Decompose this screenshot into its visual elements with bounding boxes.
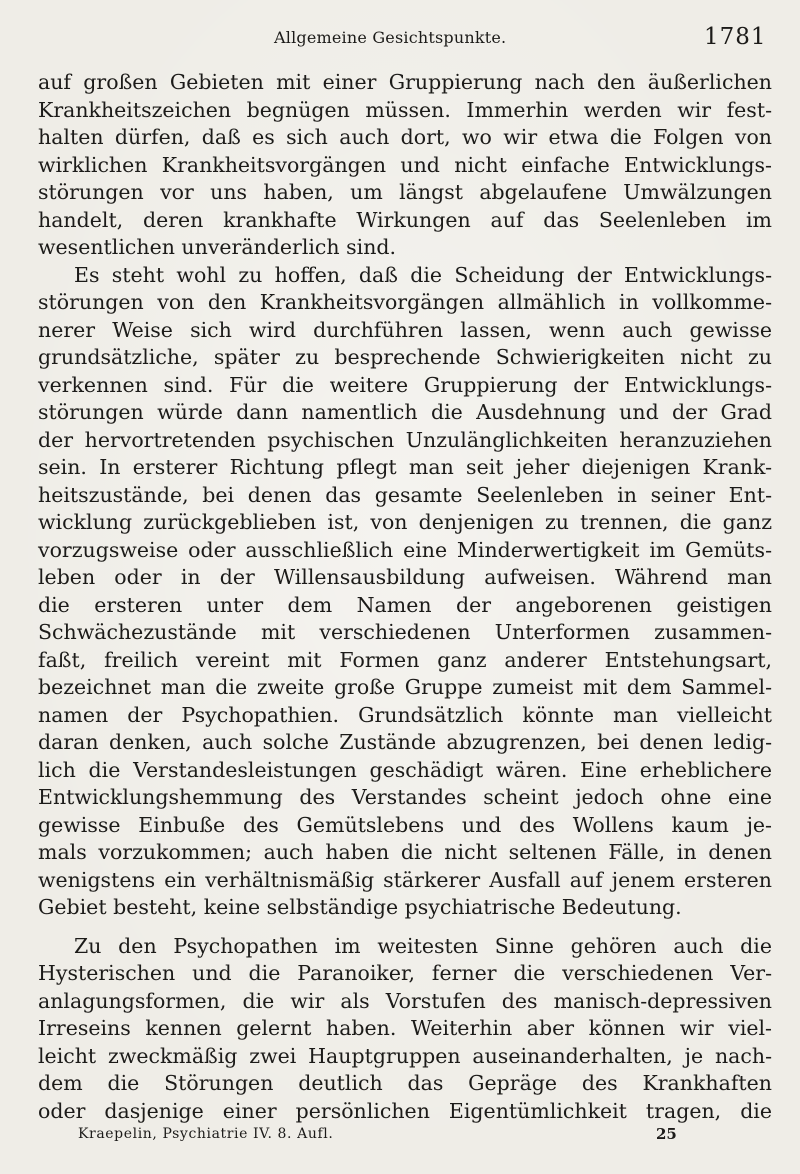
text-line: leben oder in der Willensausbildung aufweisen. Während man	[38, 565, 772, 589]
text-line: mals vorzukommen; auch haben die nicht seltenen Fälle, in denen	[38, 840, 772, 864]
body-text	[38, 69, 772, 1125]
text-line: Schwächezustände mit verschiedenen Unterformen zusammen-	[38, 620, 772, 644]
text-line: daran denken, auch solche Zustände abzugrenzen, bei denen ledig-	[38, 730, 772, 754]
text-line: störungen von den Krankheitsvorgängen allmählich in vollkomme-	[38, 290, 772, 314]
text-line: dem die Störungen deutlich das Gepräge des Krankhaften	[38, 1071, 772, 1095]
text-line: grundsätzliche, später zu besprechende Schwierigkeiten nicht zu	[38, 345, 772, 369]
text-line: störungen vor uns haben, um längst abgelaufene Umwälzungen	[38, 180, 772, 204]
text-line: auf großen Gebieten mit einer Gruppierung nach den äußerlichen	[38, 70, 772, 94]
text-line: sein. In ersterer Richtung pflegt man seit jeher diejenigen Krank-	[38, 455, 772, 479]
text-line: gewisse Einbuße des Gemütslebens und des Wollens kaum je-	[38, 812, 772, 837]
text-line: Gebiet besteht, keine selbständige psychiatrische Bedeutung.	[38, 895, 682, 919]
text-line: Zu den Psychopathen im weitesten Sinne gehören auch die	[74, 933, 772, 958]
page-number: 1781	[704, 24, 767, 50]
running-head-title: Allgemeine Gesichtspunkte.	[274, 28, 507, 47]
text-line: vorzugsweise oder ausschließlich eine Minderwertigkeit im Gemüts-	[38, 537, 772, 562]
text-line: die ersteren unter dem Namen der angeborenen geistigen	[38, 592, 772, 617]
text-line: Es steht wohl zu hoffen, daß die Scheidung der Entwicklungs-	[74, 262, 772, 287]
text-line: wenigstens ein verhältnismäßig stärkerer Ausfall auf jenem ersteren	[38, 867, 772, 892]
text-line: wicklung zurückgeblieben ist, von denjenigen zu trennen, die ganz	[38, 510, 772, 534]
signature-mark: 25	[656, 1125, 677, 1143]
text-line: lich die Verstandesleistungen geschädigt wären. Eine erheblichere	[38, 757, 772, 782]
text-line: wesentlichen unveränderlich sind.	[38, 235, 397, 259]
text-line: oder dasjenige einer persönlichen Eigentümlichkeit tragen, die	[38, 1098, 772, 1123]
page-footer	[0, 1126, 800, 1150]
text-line: Krankheitszeichen begnügen müssen. Immerhin werden wir fest-	[38, 97, 772, 122]
text-line: bezeichnet man die zweite große Gruppe zumeist mit dem Sammel-	[38, 675, 772, 699]
text-line: anlagungsformen, die wir als Vorstufen des manisch-depressiven	[38, 988, 772, 1013]
text-line: wirklichen Krankheitsvorgängen und nicht einfache Entwicklungs-	[38, 152, 772, 177]
text-line: Entwicklungshemmung des Verstandes scheint jedoch ohne eine	[38, 785, 772, 809]
text-line: verkennen sind. Für die weitere Gruppierung der Entwicklungs-	[38, 372, 772, 397]
running-head	[0, 24, 800, 58]
text-line: der hervortretenden psychischen Unzulänglichkeiten heranzuziehen	[38, 427, 772, 452]
text-line: nerer Weise sich wird durchführen lassen, wenn auch gewisse	[38, 317, 772, 342]
paragraph-gap	[38, 922, 772, 933]
text-line: Hysterischen und die Paranoiker, ferner die verschiedenen Ver-	[38, 961, 772, 985]
text-line: störungen würde dann namentlich die Ausdehnung und der Grad	[38, 400, 772, 424]
footer-citation: Kraepelin, Psychiatrie IV. 8. Aufl.	[78, 1126, 334, 1142]
text-line: Irreseins kennen gelernt haben. Weiterhin aber können wir viel-	[38, 1016, 772, 1040]
text-line: halten dürfen, daß es sich auch dort, wo wir etwa die Folgen von	[38, 125, 772, 149]
text-line: leicht zweckmäßig zwei Hauptgruppen auseinanderhalten, je nach-	[38, 1043, 772, 1068]
text-line: heitszustände, bei denen das gesamte Seelenleben in seiner Ent-	[38, 482, 772, 507]
text-line: namen der Psychopathien. Grundsätzlich könnte man vielleicht	[38, 702, 772, 727]
text-line: faßt, freilich vereint mit Formen ganz anderer Entstehungsart,	[38, 647, 772, 672]
text-line: handelt, deren krankhafte Wirkungen auf das Seelenleben im	[38, 207, 772, 232]
